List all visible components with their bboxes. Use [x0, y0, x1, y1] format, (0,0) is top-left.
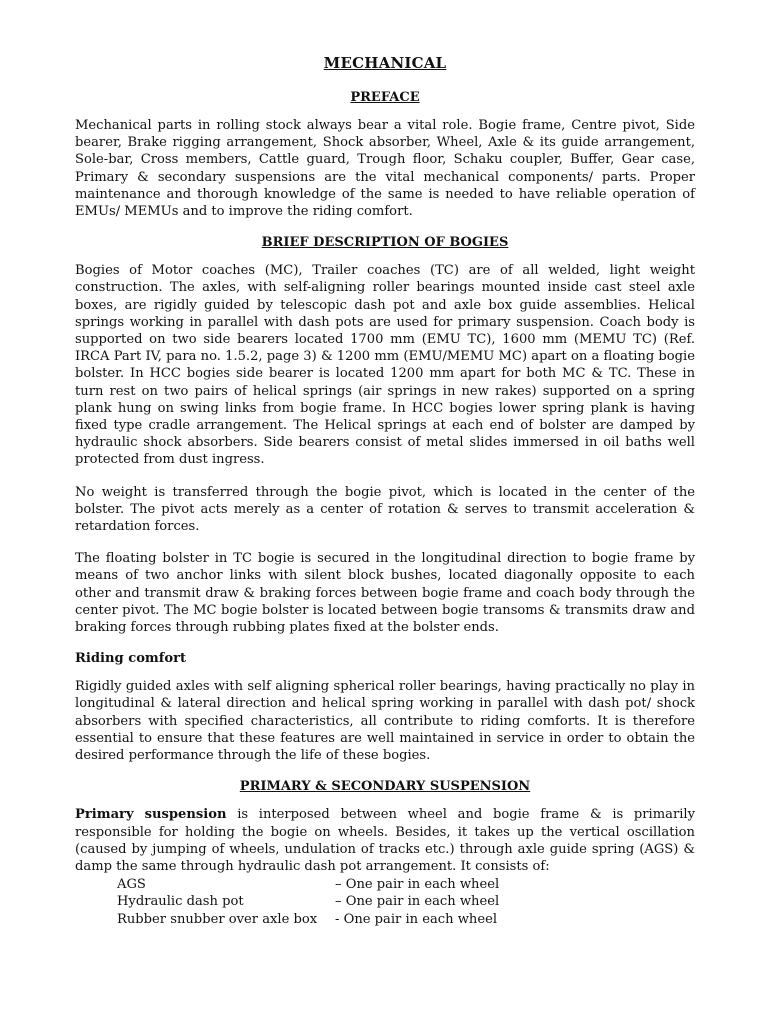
list-item [75, 893, 695, 910]
suspension-heading: PRIMARY & SECONDARY SUSPENSION [239, 779, 531, 795]
riding-comfort-heading: Riding comfort [75, 651, 187, 667]
bogies-heading: BRIEF DESCRIPTION OF BOGIES [261, 235, 509, 251]
bogies-paragraph-3: The floating bolster in TC bogie is secured in the longitudinal direction to bogie frame by means of two anchor links with silent block bushes, located diagonally opposite to each other and transmit draw & braking forces between bogie frame and coach body through the center pivot. The MC bogie bolster is located between bogie transoms & transmits draw and braking forces through rubbing plates fixed at the bolster ends. [75, 551, 695, 636]
preface-paragraph: Mechanical parts in rolling stock always bear a vital role. Bogie frame, Centre pivot, Side bearer, Brake rigging arrangement, Shock absorber, Wheel, Axle & its guide arrangement, Sole-bar, Cross members, Cattle guard, Trough floor, Schaku coupler, Buffer, Gear case, Primary & secondary suspensions are the vital mechanical components/ parts. Proper maintenance and thorough knowledge of the same is needed to have reliable operation of EMUs/ MEMUs and to improve the riding comfort. [75, 118, 695, 220]
list-item-name: Rubber snubber over axle box [117, 911, 318, 927]
list-item-name: AGS [117, 877, 146, 893]
list-item [75, 911, 695, 928]
riding-comfort-paragraph: Rigidly guided axles with self aligning spherical roller bearings, having practically no play in longitudinal & lateral direction and helical spring working in parallel with dash pot/ shock absorbers with specified characteristics, all contribute to riding comforts. It is therefore essential to ensure that these features are well maintained in service in order to obtain the desired performance through the life of these bogies. [75, 679, 695, 764]
list-item-value: - One pair in each wheel [335, 911, 498, 927]
suspension-paragraph [75, 806, 695, 875]
document-title: MECHANICAL [323, 54, 447, 72]
preface-heading: PREFACE [350, 90, 420, 105]
list-item [75, 876, 695, 893]
primary-suspension-term: Primary suspension [75, 807, 227, 823]
list-item-value: – One pair in each wheel [335, 877, 500, 893]
bogies-paragraph-1: Bogies of Motor coaches (MC), Trailer coaches (TC) are of all welded, light weight construction. The axles, with self-aligning roller bearings mounted inside cast steel axle boxes, are rigidly guided by telescopic dash pot and axle box guide assemblies. Helical springs working in parallel with dash pots are used for primary suspension. Coach body is supported on two side bearers located 1700 mm (EMU TC), 1600 mm (MEMU TC) (Ref. IRCA Part IV, para no. 1.5.2, page 3) & 1200 mm (EMU/MEMU MC) apart on a floating bogie bolster. In HCC bogies side bearer is located 1200 mm apart for both MC & TC. These in turn rest on two pairs of helical springs (air springs in new rakes) supported on a spring plank hung on swing links from bogie frame. In HCC bogies lower spring plank is having fixed type cradle arrangement. The Helical springs at each end of bolster are damped by hydraulic shock absorbers. Side bearers consist of metal slides immersed in oil baths well protected from dust ingress. [75, 263, 695, 468]
list-item-name: Hydraulic dash pot [117, 894, 244, 910]
list-item-value: – One pair in each wheel [335, 894, 500, 910]
bogies-paragraph-2: No weight is transferred through the bogie pivot, which is located in the center of the bolster. The pivot acts merely as a center of rotation & serves to transmit acceleration & retardation forces. [75, 484, 695, 535]
suspension-text: is interposed between wheel and bogie frame & is primarily responsible for holding the bogie on wheels. Besides, it takes up the vertical oscillation (caused by jumping of wheels, undulation of tracks etc.) through axle guide spring (AGS) & damp the same through hydraulic dash pot arrangement. It consists of: [75, 807, 695, 874]
suspension-components-list [75, 876, 695, 928]
